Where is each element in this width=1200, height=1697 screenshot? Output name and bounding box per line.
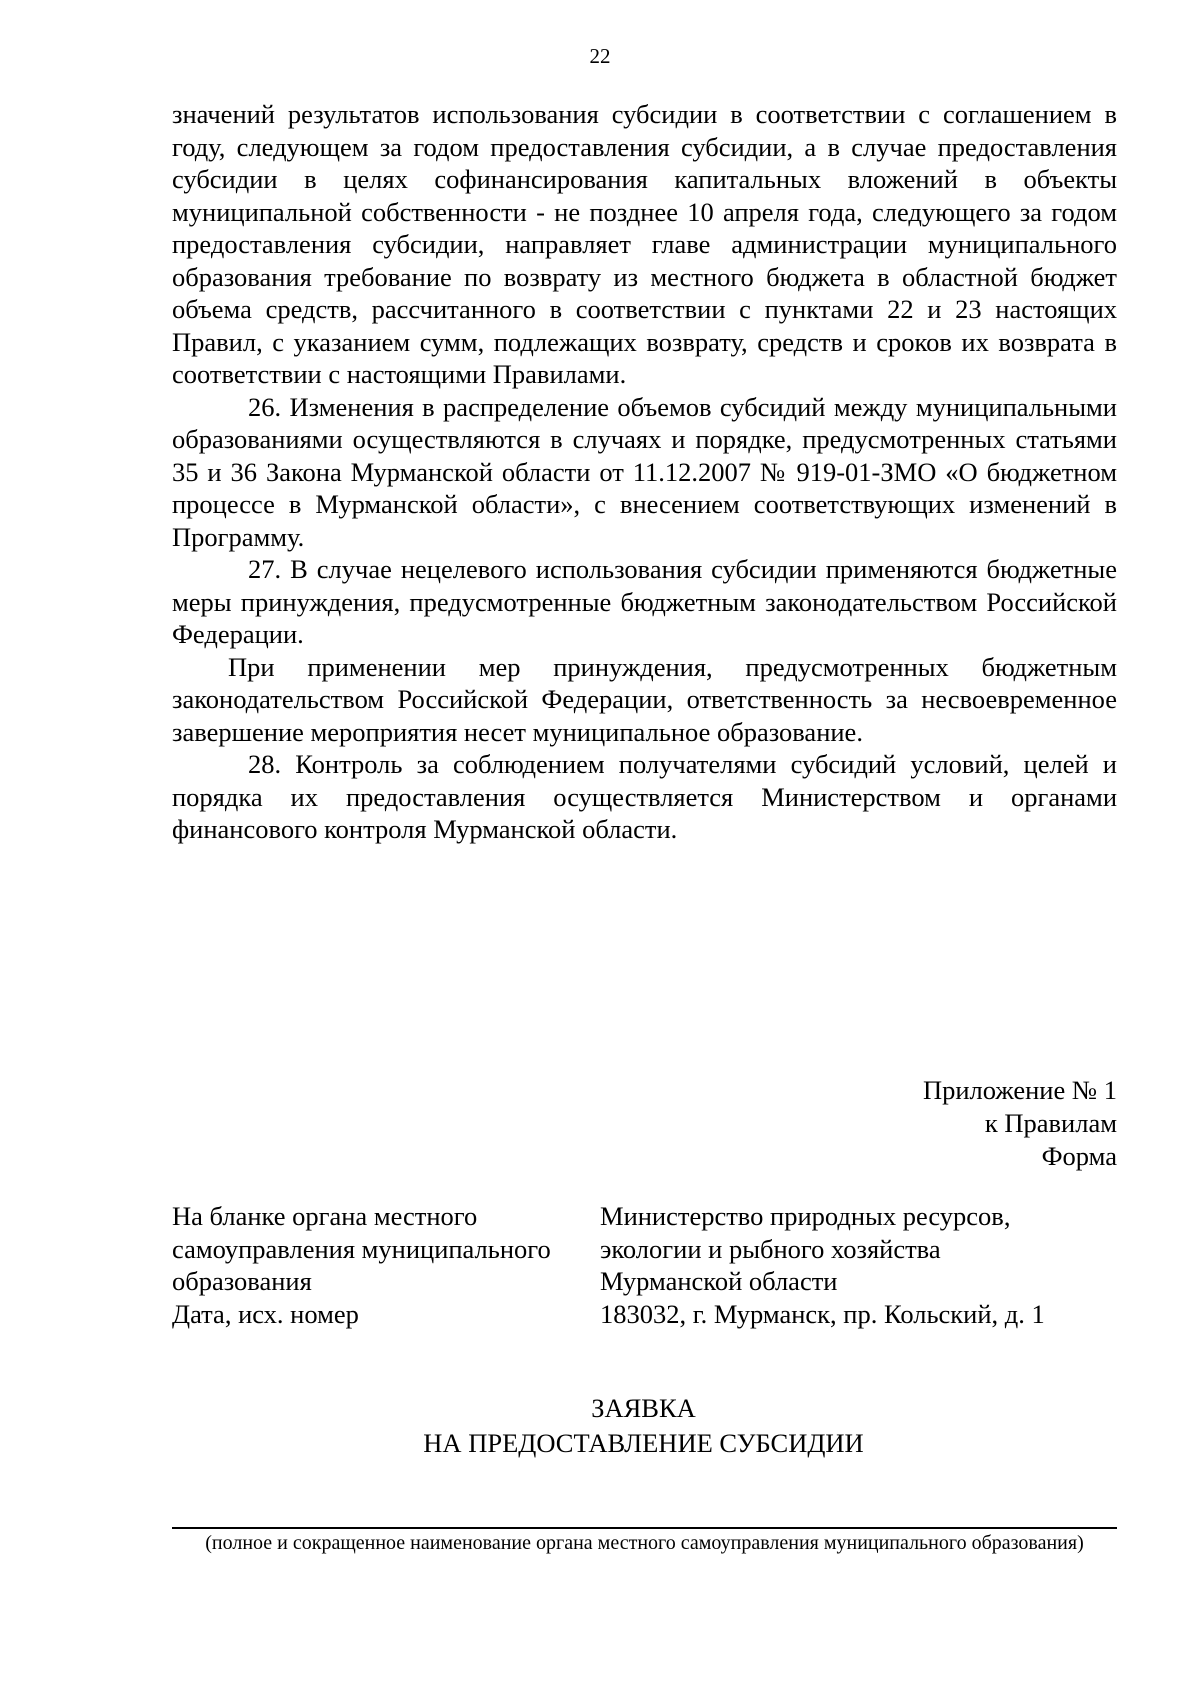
- paragraph-25-continuation: значений результатов использования субсидии в соответствии с соглашением в году, следующем за годом предоставления субсидии, а в случае предоставления субсидии в целях софинансирования капитальных вложений в объекты муниципальной собственности - не позднее 10 апреля года, следующего за годом предоставления субсидии, направляет главе администрации муниципального образования требование по возврату из местного бюджета в областной бюджет объема средств, рассчитанного в соответствии с пунктами 22 и 23 настоящих Правил, с указанием сумм, подлежащих возврату, средств и сроков их возврата в соответствии с настоящими Правилами.: [172, 99, 1117, 389]
- form-title-line-2: НА ПРЕДОСТАВЛЕНИЕ СУБСИДИИ: [423, 1428, 864, 1458]
- form-title: [0, 1391, 1200, 1461]
- sender-line-1: На бланке органа местного: [172, 1201, 478, 1231]
- addressee-line-1: Министерство природных ресурсов,: [600, 1201, 1011, 1231]
- paragraph-27-part-2: При применении мер принуждения, предусмотренных бюджетным законодательством Российской Федерации, ответственность за несвоевременное завершение мероприятия несет муниципальное образование.: [172, 651, 1117, 747]
- appendix-form-label: Форма: [1041, 1141, 1117, 1171]
- sender-block: [172, 1200, 551, 1330]
- sender-date-number: Дата, исх. номер: [172, 1298, 359, 1329]
- addressee-line-2: экологии и рыбного хозяйства: [600, 1233, 941, 1264]
- sender-line-3: образования: [172, 1266, 312, 1296]
- fill-in-caption: (полное и сокращенное наименование органа местного самоуправления муниципального образования): [205, 1532, 1084, 1554]
- form-title-line-1: ЗАЯВКА: [591, 1393, 696, 1423]
- addressee-block: [600, 1200, 1045, 1330]
- appendix-header: [923, 1074, 1117, 1173]
- fill-in-line: [172, 1527, 1117, 1529]
- appendix-reference: к Правилам: [984, 1108, 1117, 1138]
- sender-line-2: самоуправления муниципального: [172, 1233, 551, 1264]
- addressee-address: 183032, г. Мурманск, пр. Кольский, д. 1: [600, 1298, 1045, 1329]
- paragraph-28: 28. Контроль за соблюдением получателями субсидий условий, целей и порядка их предоставления осуществляется Министерством и органами финансового контроля Мурманской области.: [172, 749, 1117, 844]
- paragraph-27: 27. В случае нецелевого использования субсидии применяются бюджетные меры принуждения, предусмотренные бюджетным законодательством Российской Федерации.: [172, 554, 1117, 649]
- appendix-number: Приложение № 1: [922, 1075, 1117, 1105]
- paragraph-26: 26. Изменения в распределение объемов субсидий между муниципальными образованиями осуществляются в случаях и порядке, предусмотренных статьями 35 и 36 Закона Мурманской области от 11.12.2007 № 919-01-ЗМО «О бюджетном процессе в Мурманской области», с внесением соответствующих изменений в Программу.: [172, 391, 1117, 552]
- page-number: 22: [589, 44, 611, 68]
- addressee-line-3: Мурманской области: [600, 1266, 838, 1296]
- document-body: [172, 98, 1117, 846]
